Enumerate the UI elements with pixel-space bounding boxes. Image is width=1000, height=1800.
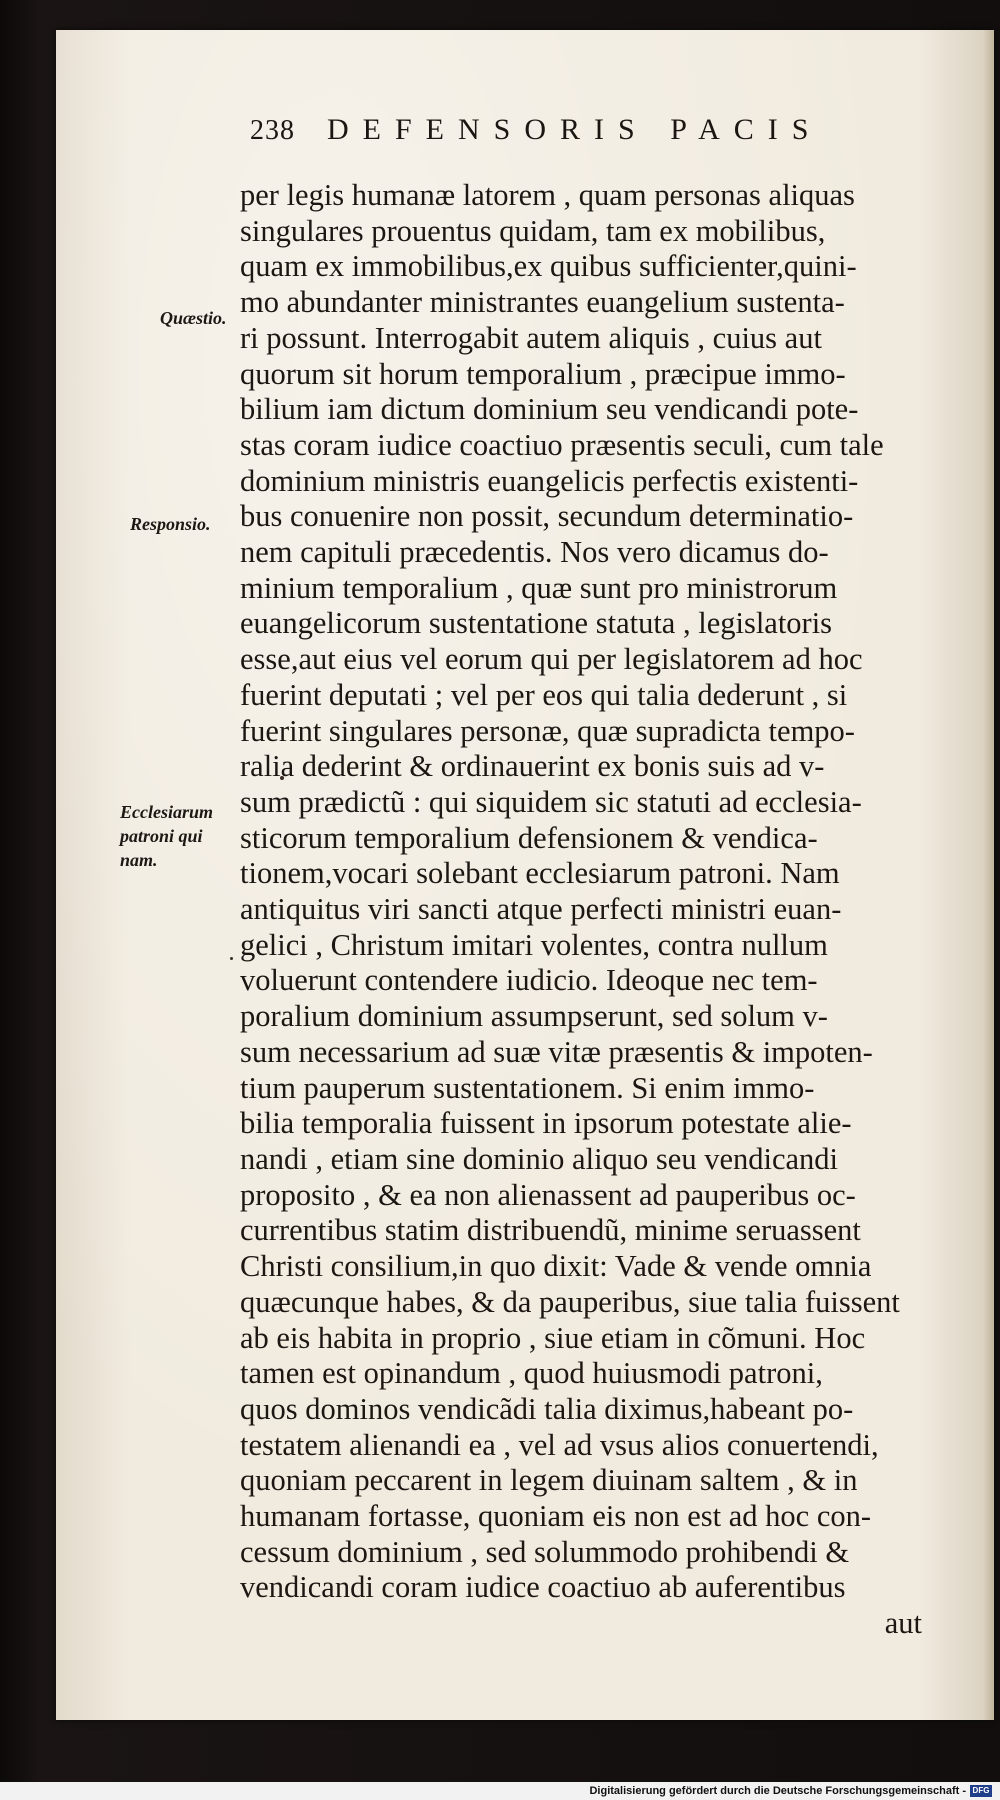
margin-note-responsio: Responsio.: [130, 514, 211, 534]
text-line: quorum sit horum temporalium , præcipue immo-: [240, 356, 846, 391]
text-line: currentibus statim distribuendũ, minime seruassent: [240, 1213, 861, 1248]
text-line: tium pauperum sustentationem. Si enim immo-: [240, 1070, 815, 1105]
body-text: [240, 178, 940, 1642]
text-line: sum necessarium ad suæ vitæ præsentis & impoten-: [240, 1034, 873, 1069]
text-line: quoniam peccarent in legem diuinam saltem , & in: [240, 1463, 858, 1498]
text-line: singulares prouentus quidam, tam ex mobilibus,: [240, 213, 826, 248]
dfg-logo: DFG: [970, 1785, 992, 1797]
text-line: ri possunt. Interrogabit autem aliquis , cuius aut: [240, 320, 822, 355]
text-line: cessum dominium , sed solummodo prohibendi &: [240, 1534, 850, 1569]
margin-note-line: nam.: [120, 850, 158, 870]
text-line: gelici , Christum imitari volentes, contra nullum: [240, 927, 828, 962]
text-line: euangelicorum sustentatione statuta , legislatoris: [240, 606, 833, 641]
text-line: dominium ministris euangelicis perfectis existenti-: [240, 463, 859, 498]
text-line: bilia temporalia fuissent in ipsorum potestate alie-: [240, 1106, 852, 1141]
text-line: antiquitus viri sancti atque perfecti ministri euan-: [240, 892, 842, 927]
text-line: per legis humanæ latorem , quam personas aliquas: [240, 178, 855, 212]
text-line: stas coram iudice coactiuo præsentis seculi, cum tale: [240, 427, 884, 462]
margin-note-line: patroni qui: [120, 826, 203, 846]
text-line: poralium dominium assumpserunt, sed solum v-: [240, 999, 828, 1034]
text-line: minium temporalium , quæ sunt pro ministrorum: [240, 570, 838, 605]
margin-note-quaestio: Quæstio.: [160, 308, 227, 328]
text-line: Christi consilium,in quo dixit: Vade & vende omnia: [240, 1249, 872, 1284]
catchword: aut: [884, 1606, 922, 1641]
text-line: fuerint deputati ; vel per eos qui talia dederunt , si: [240, 677, 848, 712]
page-header: [250, 113, 910, 153]
text-line: tamen est opinandum , quod huiusmodi patroni,: [240, 1356, 823, 1391]
margin-note-ecclesiarum: [120, 800, 240, 872]
ink-speck: [230, 957, 233, 960]
text-line: ralia dederint & ordinauerint ex bonis suis ad v-: [240, 749, 825, 784]
text-line: sum prædictũ : qui siquidem sic statuti ad ecclesia-: [240, 784, 862, 819]
text-line: bilium iam dictum dominium seu vendicandi pote-: [240, 392, 859, 427]
text-line: mo abundanter ministrantes euangelium sustenta-: [240, 285, 845, 320]
text-line: tionem,vocari solebant ecclesiarum patroni. Nam: [240, 856, 840, 891]
text-line: quos dominos vendicãdi talia diximus,habeant po-: [240, 1391, 854, 1426]
text-line: proposito , & ea non alienassent ad pauperibus oc-: [240, 1177, 856, 1212]
text-line: quæcunque habes, & da pauperibus, siue talia fuissent: [240, 1284, 900, 1319]
page-edge: [984, 30, 994, 1720]
text-line: sticorum temporalium defensionem & vendica-: [240, 820, 818, 855]
text-line: bus conuenire non possit, secundum determinatio-: [240, 499, 854, 534]
digitization-footer: [0, 1782, 1000, 1800]
text-line: ab eis habita in proprio , siue etiam in cõmuni. Hoc: [240, 1320, 866, 1355]
page-number: 238: [250, 115, 295, 146]
text-line: nandi , etiam sine dominio aliquo seu vendicandi: [240, 1141, 839, 1176]
text-line: nem capituli præcedentis. Nos vero dicamus do-: [240, 535, 829, 570]
text-line: fuerint singulares personæ, quæ supradicta tempo-: [240, 713, 855, 748]
text-line: vendicandi coram iudice coactiuo ab auferentibus: [240, 1570, 846, 1605]
running-title: DEFENSORIS PACIS: [327, 113, 823, 146]
text-line: humanam fortasse, quoniam eis non est ad hoc con-: [240, 1499, 872, 1534]
footer-credit: Digitalisierung gefördert durch die Deutsche Forschungsgemeinschaft -: [589, 1785, 966, 1797]
text-line: esse,aut eius vel eorum qui per legislatorem ad hoc: [240, 642, 863, 677]
margin-note-line: Ecclesiarum: [120, 802, 213, 822]
text-line: voluerunt contendere iudicio. Ideoque nec tem-: [240, 963, 818, 998]
text-line: quam ex immobilibus,ex quibus sufficienter,quini-: [240, 249, 857, 284]
text-line: testatem alienandi ea , vel ad vsus alios conuertendi,: [240, 1427, 879, 1462]
